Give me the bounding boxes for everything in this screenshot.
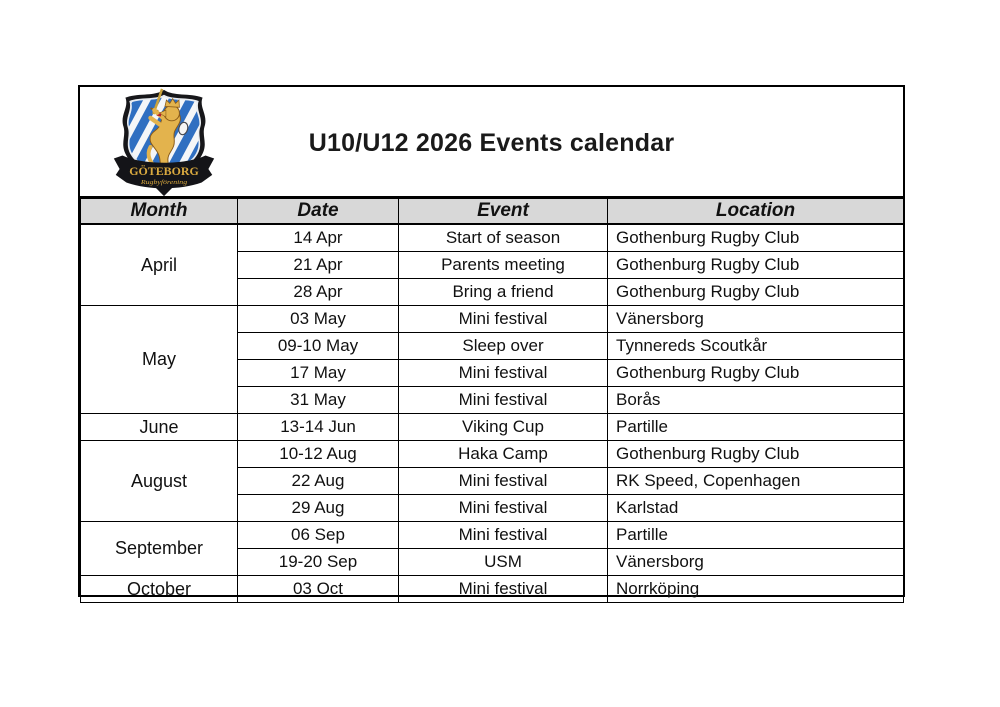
month-cell: October	[81, 576, 238, 603]
location-cell: Gothenburg Rugby Club	[608, 279, 904, 306]
date-cell: 28 Apr	[238, 279, 399, 306]
date-cell: 03 May	[238, 306, 399, 333]
crest-banner-subtitle: Rugbyförening	[139, 179, 189, 187]
event-cell: Mini festival	[399, 387, 608, 414]
event-cell: Viking Cup	[399, 414, 608, 441]
event-cell: USM	[399, 549, 608, 576]
date-cell: 19-20 Sep	[238, 549, 399, 576]
location-cell: Gothenburg Rugby Club	[608, 224, 904, 252]
month-cell: September	[81, 522, 238, 576]
table-row	[81, 441, 904, 468]
crest-banner-title: GÖTEBORG	[129, 163, 200, 178]
date-cell: 17 May	[238, 360, 399, 387]
events-calendar-document	[78, 85, 905, 597]
location-cell: Norrköping	[608, 576, 904, 603]
column-header-month: Month	[81, 199, 238, 225]
location-cell: RK Speed, Copenhagen	[608, 468, 904, 495]
location-cell: Tynnereds Scoutkår	[608, 333, 904, 360]
event-cell: Mini festival	[399, 522, 608, 549]
month-cell: August	[81, 441, 238, 522]
location-cell: Borås	[608, 387, 904, 414]
date-cell: 31 May	[238, 387, 399, 414]
table-row	[81, 414, 904, 441]
date-cell: 10-12 Aug	[238, 441, 399, 468]
event-cell: Haka Camp	[399, 441, 608, 468]
location-cell: Vänersborg	[608, 549, 904, 576]
date-cell: 06 Sep	[238, 522, 399, 549]
table-header-row	[81, 199, 904, 225]
event-cell: Mini festival	[399, 360, 608, 387]
event-cell: Mini festival	[399, 495, 608, 522]
date-cell: 14 Apr	[238, 224, 399, 252]
date-cell: 22 Aug	[238, 468, 399, 495]
page-title: U10/U12 2026 Events calendar	[308, 129, 675, 157]
table-row	[81, 224, 904, 252]
event-cell: Mini festival	[399, 576, 608, 603]
event-cell: Mini festival	[399, 468, 608, 495]
date-cell: 03 Oct	[238, 576, 399, 603]
location-cell: Karlstad	[608, 495, 904, 522]
location-cell: Partille	[608, 414, 904, 441]
location-cell: Gothenburg Rugby Club	[608, 441, 904, 468]
location-cell: Gothenburg Rugby Club	[608, 252, 904, 279]
date-cell: 29 Aug	[238, 495, 399, 522]
month-cell: May	[81, 306, 238, 414]
column-header-event: Event	[399, 199, 608, 225]
events-table	[80, 198, 904, 603]
document-header	[80, 87, 903, 198]
location-cell: Vänersborg	[608, 306, 904, 333]
column-header-location: Location	[608, 199, 904, 225]
location-cell: Gothenburg Rugby Club	[608, 360, 904, 387]
month-cell: April	[81, 224, 238, 306]
date-cell: 09-10 May	[238, 333, 399, 360]
column-header-date: Date	[238, 199, 399, 225]
event-cell: Parents meeting	[399, 252, 608, 279]
event-cell: Mini festival	[399, 306, 608, 333]
event-cell: Sleep over	[399, 333, 608, 360]
date-cell: 21 Apr	[238, 252, 399, 279]
table-row	[81, 306, 904, 333]
event-cell: Start of season	[399, 224, 608, 252]
location-cell: Partille	[608, 522, 904, 549]
month-cell: June	[81, 414, 238, 441]
date-cell: 13-14 Jun	[238, 414, 399, 441]
table-row	[81, 522, 904, 549]
event-cell: Bring a friend	[399, 279, 608, 306]
table-row	[81, 576, 904, 603]
